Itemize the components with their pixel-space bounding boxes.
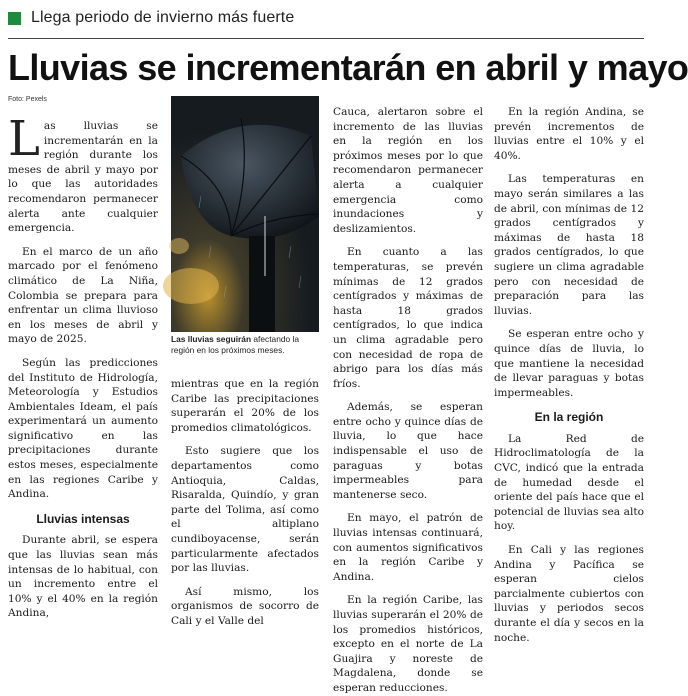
header-rule <box>8 38 644 39</box>
paragraph: as lluvias se incrementarán en la región durante los meses de abril y mayo por lo que las autoridades recomendaron permanecer alerta ante cualquier emergencia. <box>8 120 158 235</box>
subheading-lluvias-intensas: Lluvias intensas <box>36 511 130 526</box>
umbrella-photo <box>171 96 319 332</box>
caption-rest: afectando la región en los próximos meses. <box>171 334 300 355</box>
article-column-1 <box>8 111 158 621</box>
article-column-3 <box>333 105 483 696</box>
umbrella-rain-image-icon <box>171 96 319 332</box>
kicker-square-icon <box>8 12 21 25</box>
lead-paragraph <box>8 111 158 236</box>
paragraph: En la región Andina, se prevén incrementos de lluvias entre el 10% y el 40%. <box>494 106 644 162</box>
drop-cap: L <box>8 111 40 167</box>
headline: Lluvias se incrementarán en abril y mayo <box>8 47 688 88</box>
paragraph: Cauca, alertaron sobre el incremento de las lluvias en la región en los próximos meses por lo que recomendaron permanecer alerta a cualquier emergencia como inundaciones y deslizamientos. <box>333 106 483 235</box>
photo-caption <box>171 334 319 356</box>
caption-bold: Las lluvias seguirán <box>171 334 252 344</box>
paragraph: En cuanto a las temperaturas, se prevén mínimas de 12 grados centígrados y máximas de hasta 18 grados centígrados, lo que indica un clima agradable pero con necesidad de ropa de abrigo para los días más fríos. <box>333 246 483 390</box>
photo-credit: Foto: Pexels <box>8 96 47 103</box>
section-kicker <box>8 9 294 27</box>
paragraph: Esto sugiere que los departamentos como Antioquia, Caldas, Risaralda, Quindío, y gran parte del Tolima, así como el altiplano cundiboyacense, serán particularmente afectados por las lluvias. <box>171 445 319 575</box>
paragraph: Así mismo, los organismos de socorro de Cali y el Valle del <box>171 585 319 627</box>
paragraph: La Red de Hidroclimatología de la CVC, indicó que la entrada de humedad desde el oriente del país hace que el potencial de lluvias sea alto hoy. <box>494 432 644 533</box>
paragraph: En mayo, el patrón de lluvias intensas continuará, con aumentos significativos en la región Caribe y Andina. <box>333 512 483 583</box>
article-column-2 <box>171 377 319 629</box>
paragraph: Durante abril, se espera que las lluvias sean más intensas de lo habitual, con un incremento entre el 10% y el 40% en la región Andina, <box>8 534 158 620</box>
paragraph: En la región Caribe, las lluvias superarán el 20% de los promedios históricos, excepto en el norte de La Guajira y noreste de Magdalena, donde se esperan reducciones. <box>333 594 483 694</box>
subheading-en-la-region: En la región <box>534 410 604 425</box>
kicker-text: Llega periodo de invierno más fuerte <box>31 9 295 26</box>
article-column-4 <box>494 105 644 645</box>
paragraph: mientras que en la región Caribe las precipitaciones superarán el 20% de los promedios climatológicos. <box>171 378 319 434</box>
paragraph: Según las predicciones del Instituto de Hidrología, Meteorología y Estudios Ambientales Ideam, el país experimentará un aumento significativo en las precipitaciones durante estos meses, especialmente en las regiones Caribe y Andina. <box>8 356 158 501</box>
paragraph: En Cali y las regiones Andina y Pacífica se esperan cielos parcialmente cubiertos con lluvias y periodos secos durante el día y secos en la noche. <box>494 544 644 644</box>
paragraph: Se esperan entre ocho y quince días de lluvia, lo que mantiene la necesidad de llevar paraguas y botas impermeables. <box>494 328 644 399</box>
paragraph: Las temperaturas en mayo serán similares a las de abril, con mínimas de 12 grados centígrados y máximas de hasta 18 grados centígrados, lo que sugiere un clima agradable pero con necesidad de preparación para las lluvias. <box>494 173 644 317</box>
paragraph: En el marco de un año marcado por el fenómeno climático de La Niña, Colombia se prepara para enfrentar un clima lluvioso en los meses de abril y mayo de 2025. <box>8 245 158 346</box>
paragraph: Además, se esperan entre ocho y quince días de lluvia, lo que hace indispensable el uso de paraguas y botas impermeables para mantenerse seco. <box>333 401 483 501</box>
